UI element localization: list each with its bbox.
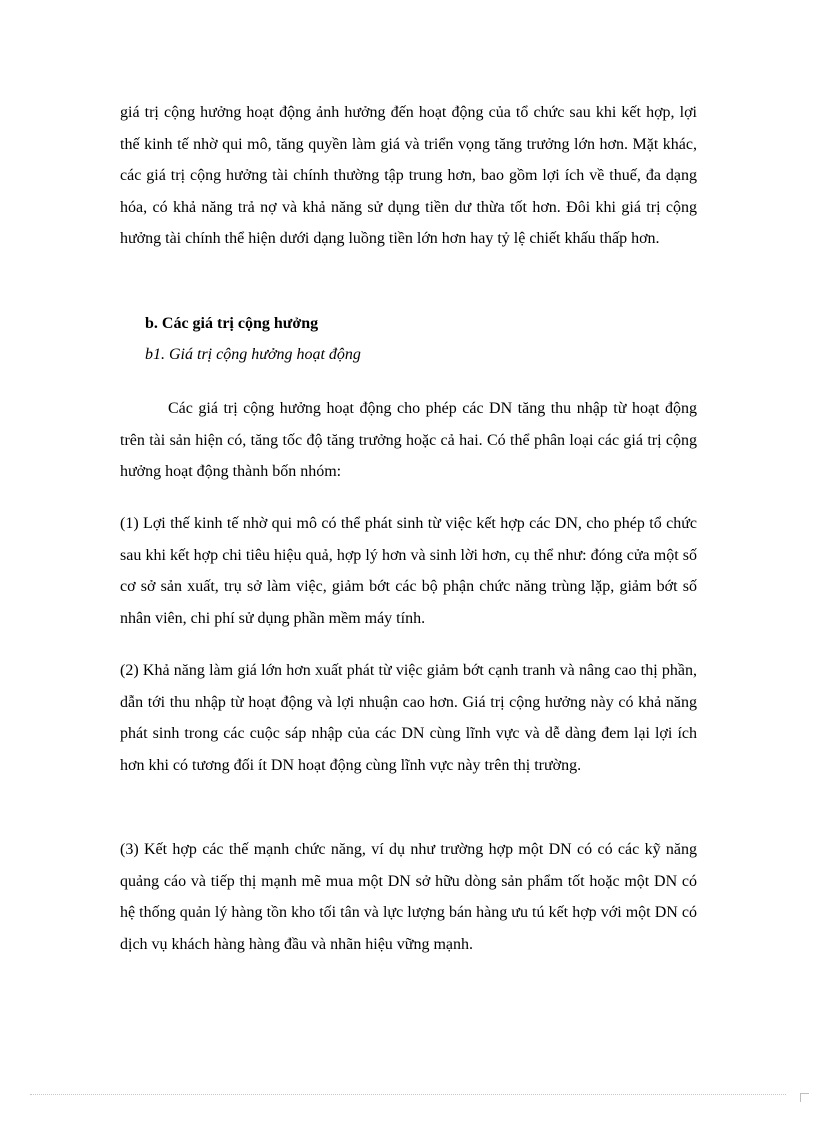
page-corner-mark (800, 1093, 809, 1102)
b1-intro-paragraph: Các giá trị cộng hưởng hoạt động cho phép các DN tăng thu nhập từ hoạt động trên tài sản hiện có, tăng tốc độ tăng trưởng hoặc cả hai. Có thể phân loại các giá trị cộng hưởng hoạt động thành bốn nhóm: (120, 400, 697, 480)
list-item-1: (1) Lợi thế kinh tế nhờ qui mô có thể phát sinh từ việc kết hợp các DN, cho phép tổ chức sau khi kết hợp chi tiêu hiệu quả, hợp lý hơn và sinh lời hơn, cụ thể như: đóng cửa một số cơ sở sản xuất, trụ sở làm việc, giảm bớt các bộ phận chức năng trùng lặp, giảm bớt số nhân viên, chi phí sử dụng phần mềm máy tính. (120, 515, 697, 627)
footer-dotted-rule (30, 1094, 786, 1095)
section-heading-b: b. Các giá trị cộng hưởng (145, 315, 319, 332)
subsection-heading-b1: b1. Giá trị cộng hưởng hoạt động (145, 346, 361, 363)
list-item-3: (3) Kết hợp các thế mạnh chức năng, ví dụ như trường hợp một DN có có các kỹ năng quảng cáo và tiếp thị mạnh mẽ mua một DN sở hữu dòng sản phẩm tốt hoặc một DN có hệ thống quản lý hàng tồn kho tối tân và lực lượng bán hàng ưu tú kết hợp với một DN có dịch vụ khách hàng hàng đầu và nhãn hiệu vững mạnh. (120, 841, 697, 953)
list-item-2: (2) Khả năng làm giá lớn hơn xuất phát từ việc giảm bớt cạnh tranh và nâng cao thị phần, dẫn tới thu nhập từ hoạt động và lợi nhuận cao hơn. Giá trị cộng hưởng này có khả năng phát sinh trong các cuộc sáp nhập của các DN cùng lĩnh vực và dễ dàng đem lại lợi ích hơn khi có tương đối ít DN hoạt động cùng lĩnh vực này trên thị trường. (120, 662, 697, 774)
intro-paragraph: giá trị cộng hưởng hoạt động ảnh hưởng đến hoạt động của tổ chức sau khi kết hợp, lợi thế kinh tế nhờ qui mô, tăng quyền làm giá và triển vọng tăng trưởng lớn hơn. Mặt khác, các giá trị cộng hưởng tài chính thường tập trung hơn, bao gồm lợi ích về thuế, đa dạng hóa, có khả năng trả nợ và khả năng sử dụng tiền dư thừa tốt hơn. Đôi khi giá trị cộng hưởng tài chính thể hiện dưới dạng luồng tiền lớn hơn hay tỷ lệ chiết khấu thấp hơn. (120, 104, 697, 247)
